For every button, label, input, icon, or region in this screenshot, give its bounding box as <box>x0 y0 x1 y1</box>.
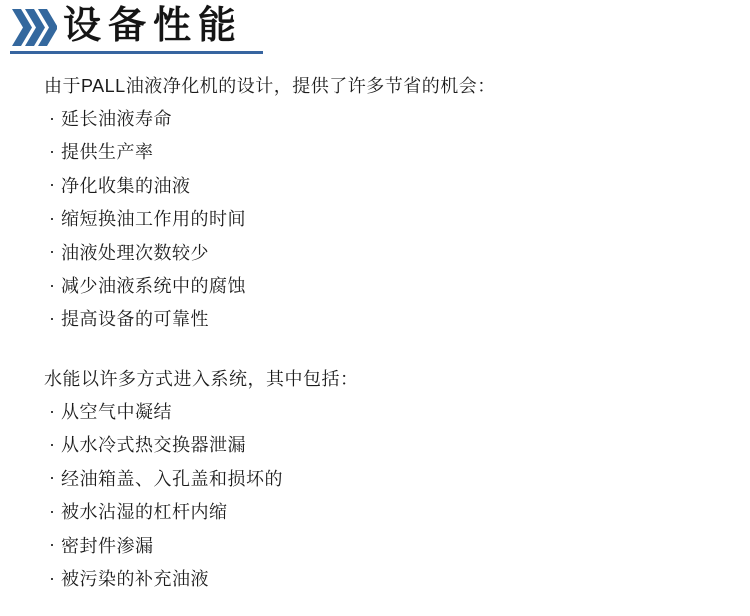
list-item <box>44 394 704 427</box>
water-ingress-section-intro: 水能以许多方式进入系统，其中包括： <box>44 368 359 389</box>
bullet-marker: · <box>49 307 56 328</box>
list-item <box>44 101 704 134</box>
water-ingress-section <box>44 361 704 595</box>
bullet-marker: · <box>49 567 56 588</box>
bullet-text: 被污染的补充油液 <box>61 569 209 590</box>
list-item <box>44 495 704 528</box>
list-item <box>44 202 704 235</box>
savings-section <box>44 68 704 335</box>
bullet-text: 提供生产率 <box>61 142 154 163</box>
list-item <box>44 235 704 268</box>
title-underline <box>10 51 263 54</box>
bullet-marker: · <box>49 140 56 161</box>
bullet-text: 油液处理次数较少 <box>61 242 209 263</box>
bullet-text: 密封件渗漏 <box>61 535 154 556</box>
bullet-text: 减少油液系统中的腐蚀 <box>61 276 246 297</box>
list-item <box>44 268 704 301</box>
bullet-marker: · <box>49 400 56 421</box>
bullet-marker: · <box>49 207 56 228</box>
bullet-marker: · <box>49 534 56 555</box>
bullet-text: 经油箱盖、入孔盖和损坏的 <box>61 468 283 489</box>
bullet-text: 延长油液寿命 <box>61 109 172 130</box>
bullet-marker: · <box>49 433 56 454</box>
bullet-text: 被水沾湿的杠杆内缩 <box>61 502 228 523</box>
bullet-text: 提高设备的可靠性 <box>61 309 209 330</box>
bullet-marker: · <box>49 241 56 262</box>
bullet-text: 缩短换油工作用的时间 <box>61 209 246 230</box>
bullet-text: 从空气中凝结 <box>61 402 172 423</box>
savings-section-intro: 由于PALL油液净化机的设计，提供了许多节省的机会： <box>44 75 496 96</box>
bullet-marker: · <box>49 174 56 195</box>
list-item <box>44 428 704 461</box>
bullet-marker: · <box>49 107 56 128</box>
bullet-marker: · <box>49 274 56 295</box>
water-ingress-list <box>44 394 704 594</box>
bullet-marker: · <box>49 467 56 488</box>
triple-chevron-icon <box>12 9 57 46</box>
bullet-text: 从水冷式热交换器泄漏 <box>61 435 246 456</box>
list-item <box>44 461 704 494</box>
list-item <box>44 528 704 561</box>
bullet-marker: · <box>49 500 56 521</box>
list-item <box>44 135 704 168</box>
savings-list <box>44 101 704 335</box>
list-item <box>44 168 704 201</box>
list-item <box>44 302 704 335</box>
page-title: 设备性能 <box>63 5 244 47</box>
bullet-text: 净化收集的油液 <box>61 175 191 196</box>
list-item <box>44 561 704 594</box>
